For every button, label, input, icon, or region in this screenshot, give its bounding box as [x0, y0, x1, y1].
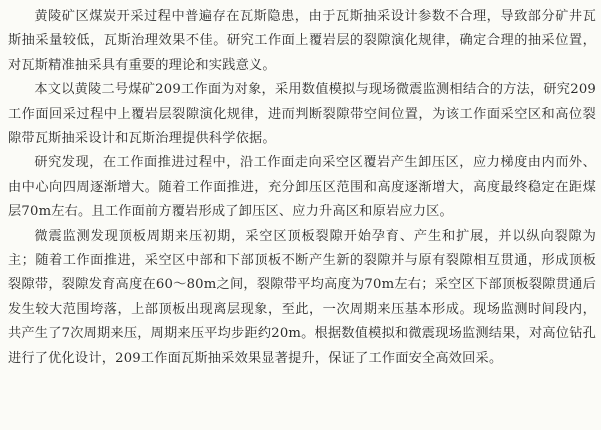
paragraph-method: 本文以黄陵二号煤矿209工作面为对象，采用数值模拟与现场微震监测相结合的方法，研究209工作面回采过程中上覆岩层裂隙演化规律，进而判断裂隙带空间位置，为该工作面采空区和高位裂隙带瓦斯抽采设计和瓦斯治理提供科学依据。 [8, 82, 596, 147]
paragraph-microseismic-findings: 微震监测发现顶板周期来压初期，采空区顶板裂隙开始孕育、产生和扩展，并以纵向裂隙为主；随着工作面推进，采空区中部和下部顶板不断产生新的裂隙并与原有裂隙相互贯通，形成顶板裂隙带，裂隙发育高度在60～80m之间，裂隙带平均高度为70m左右；采空区下部顶板裂隙贯通后发生较大范围垮落，上部顶板出现离层现象，至此，一次周期来压基本形成。现场监测时间段内，共产生了7次周期来压，周期来压平均步距约20m。根据数值模拟和微震现场监测结果，对高位钻孔进行了优化设计，209工作面瓦斯抽采效果显著提升，保证了工作面安全高效回采。 [8, 228, 596, 366]
abstract-body [8, 5, 596, 371]
paragraph-stress-findings: 研究发现，在工作面推进过程中，沿工作面走向采空区覆岩产生卸压区，应力梯度由内而外、由中心向四周逐渐增大。随着工作面推进，充分卸压区范围和高度逐渐增大，高度最终稳定在距煤层70m左右。且工作面前方覆岩形成了卸压区、应力升高区和原岩应力区。 [8, 155, 596, 220]
paragraph-background: 黄陵矿区煤炭开采过程中普遍存在瓦斯隐患，由于瓦斯抽采设计参数不合理，导致部分矿井瓦斯抽采量较低，瓦斯治理效果不佳。研究工作面上覆岩层的裂隙演化规律，确定合理的抽采位置，对瓦斯精准抽采具有重要的理论和实践意义。 [8, 9, 596, 73]
